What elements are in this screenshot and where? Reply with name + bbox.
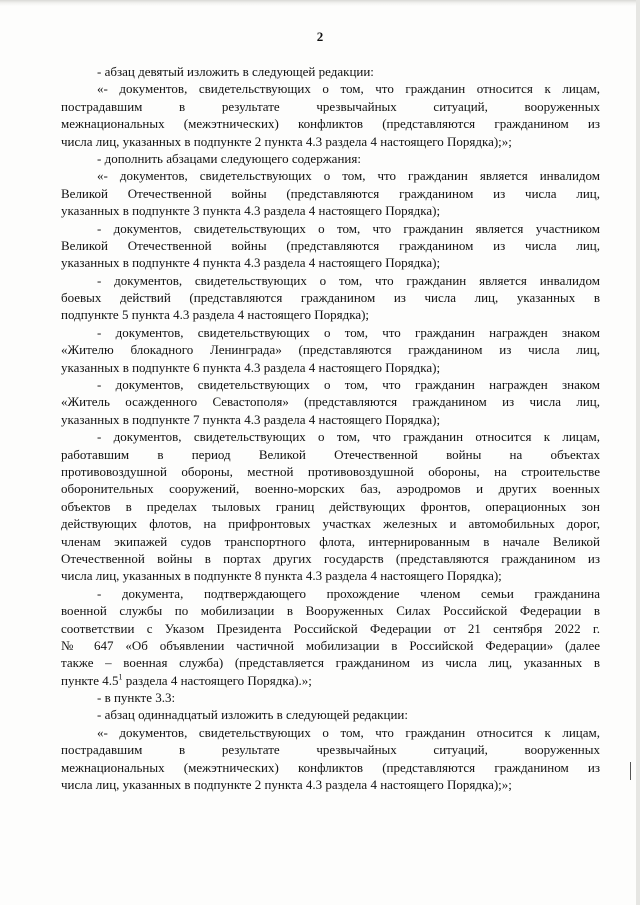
line-text: - документов, свидетельствующих о том, что гражданин относится к лицам,	[97, 429, 600, 445]
text-line	[61, 324, 600, 341]
line-text: - документов, свидетельствующих о том, что гражданин награжден знаком	[97, 377, 600, 393]
superscript: 1	[118, 672, 123, 682]
line-text: Великой Отечественной войны (представляются гражданином из числа лиц,	[61, 185, 600, 201]
text-line	[61, 480, 600, 497]
text-line	[61, 620, 600, 637]
line-text: также – военная служба) (представляется гражданином из числа лиц, указанных в	[61, 655, 600, 671]
text-line	[61, 220, 600, 237]
line-text: «- документов, свидетельствующих о том, что гражданин является инвалидом	[97, 168, 600, 184]
text-line	[61, 115, 600, 132]
text-line	[61, 376, 600, 393]
text-line	[61, 567, 600, 584]
line-text: «Житель осажденного Севастополя» (представляются гражданином из числа лиц,	[61, 394, 600, 410]
text-line	[61, 515, 600, 532]
text-line	[61, 463, 600, 480]
text-line	[61, 672, 600, 689]
line-text: № 647 «Об объявлении частичной мобилизации в Российской Федерации» (далее	[61, 637, 600, 653]
text-line	[61, 550, 600, 567]
line-text: действующих флотов, на прифронтовых участках железных и автомобильных дорог,	[61, 516, 600, 532]
text-line	[61, 341, 600, 358]
text-line	[61, 585, 600, 602]
text-line	[61, 167, 600, 184]
line-text: - документа, подтверждающего прохождение членом семьи гражданина	[97, 585, 600, 601]
scan-mark	[630, 762, 631, 780]
text-line	[61, 254, 600, 271]
line-text: указанных в подпункте 4 пункта 4.3 раздела 4 настоящего Порядка);	[61, 255, 441, 271]
line-text: межнациональных (межэтнических) конфликтов (представляются гражданином из	[61, 116, 600, 132]
line-text: подпункте 5 пункта 4.3 раздела 4 настоящего Порядка);	[61, 307, 370, 323]
text-line	[61, 498, 600, 515]
line-text: пострадавшим в результате чрезвычайных ситуаций, вооруженных	[61, 742, 600, 758]
text-line	[61, 272, 600, 289]
text-line	[61, 741, 600, 758]
text-line	[61, 689, 600, 706]
text-line	[61, 150, 600, 167]
text-line	[61, 63, 600, 80]
text-line	[61, 202, 600, 219]
text-line	[61, 80, 600, 97]
scan-edge-right	[636, 0, 640, 905]
text-line	[61, 654, 600, 671]
text-line	[61, 706, 600, 723]
text-line	[61, 776, 600, 793]
line-text: межнациональных (межэтнических) конфликтов (представляются гражданином из	[61, 759, 600, 775]
line-text: - документов, свидетельствующих о том, что гражданин награжден знаком	[97, 324, 600, 340]
line-text-after: раздела 4 настоящего Порядка).»;	[122, 672, 312, 688]
text-line	[61, 428, 600, 445]
line-text: «- документов, свидетельствующих о том, что гражданин относится к лицам,	[97, 724, 600, 740]
line-text: числа лиц, указанных в подпункте 8 пункта 4.3 раздела 4 настоящего Порядка);	[61, 568, 502, 584]
document-body	[61, 63, 600, 793]
line-text: - документов, свидетельствующих о том, что гражданин является участником	[97, 220, 600, 236]
line-text: соответствии с Указом Президента Российской Федерации от 21 сентября 2022 г.	[61, 620, 600, 636]
text-line	[61, 759, 600, 776]
line-text: числа лиц, указанных в подпункте 2 пункта 4.3 раздела 4 настоящего Порядка);»;	[61, 133, 512, 149]
line-text: военной службы по мобилизации в Вооруженных Силах Российской Федерации в	[61, 603, 600, 619]
text-line	[61, 98, 600, 115]
text-line	[61, 637, 600, 654]
line-text: оборонительных сооружений, военно-морских баз, аэродромов и других военных	[61, 481, 600, 497]
line-text: «Жителю блокадного Ленинграда» (представляются гражданином из числа лиц,	[61, 342, 600, 358]
text-line	[61, 359, 600, 376]
line-text: работавшим в период Великой Отечественной войны на объектах	[61, 446, 600, 462]
text-line	[61, 602, 600, 619]
line-text: противовоздушной обороны, местной противовоздушной обороны, на строительстве	[61, 463, 600, 479]
text-line	[61, 393, 600, 410]
line-text: - документов, свидетельствующих о том, что гражданин является инвалидом	[97, 272, 600, 288]
line-text: боевых действий (представляются гражданином из числа лиц, указанных в	[61, 290, 600, 306]
page-number: 2	[316, 29, 324, 44]
line-text: указанных в подпункте 6 пункта 4.3 раздела 4 настоящего Порядка);	[61, 359, 441, 375]
text-line	[61, 185, 600, 202]
text-line	[61, 533, 600, 550]
text-line	[61, 724, 600, 741]
line-text: - дополнить абзацами следующего содержания:	[97, 150, 361, 166]
line-text: указанных в подпункте 7 пункта 4.3 раздела 4 настоящего Порядка);	[61, 411, 441, 427]
line-text: пункте 4.5	[61, 672, 119, 688]
line-text: указанных в подпункте 3 пункта 4.3 раздела 4 настоящего Порядка);	[61, 203, 441, 219]
line-text: пострадавшим в результате чрезвычайных ситуаций, вооруженных	[61, 98, 600, 114]
scan-edge-top	[0, 0, 640, 6]
text-line	[61, 411, 600, 428]
line-text: числа лиц, указанных в подпункте 2 пункта 4.3 раздела 4 настоящего Порядка);»;	[61, 777, 512, 793]
line-text: - в пункте 3.3:	[97, 690, 176, 706]
text-line	[61, 446, 600, 463]
text-line	[61, 306, 600, 323]
line-text: «- документов, свидетельствующих о том, что гражданин относится к лицам,	[97, 81, 600, 97]
line-text: членам экипажей судов транспортного флота, интернированным в начале Великой	[61, 533, 600, 549]
line-text: объектов в пределах тыловых границ действующих фронтов, операционных зон	[61, 498, 600, 514]
line-text: Отечественной войны в портах других государств (представляются гражданином из	[61, 550, 600, 566]
line-text: Великой Отечественной войны (представляются гражданином из числа лиц,	[61, 237, 600, 253]
line-text: - абзац девятый изложить в следующей редакции:	[97, 64, 374, 79]
text-line	[61, 133, 600, 150]
text-line	[61, 289, 600, 306]
line-text: - абзац одиннадцатый изложить в следующей редакции:	[97, 707, 408, 723]
text-line	[61, 237, 600, 254]
